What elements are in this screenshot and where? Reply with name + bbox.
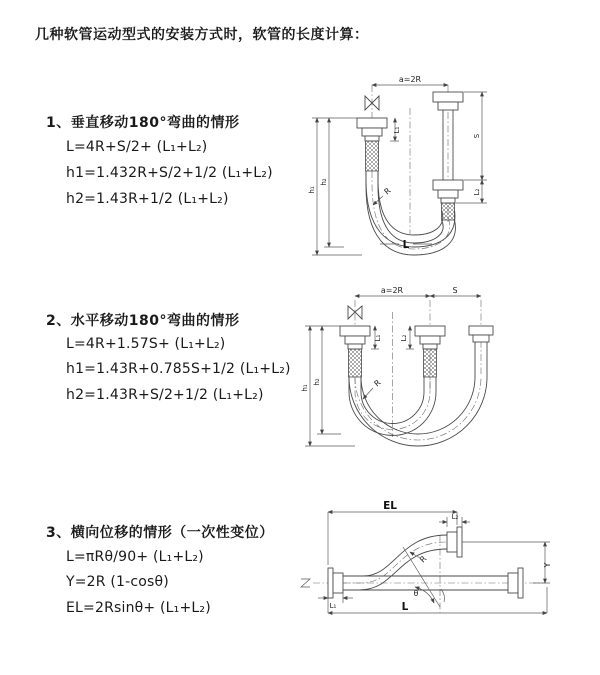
- dimension-h1-h2: [308, 118, 362, 255]
- flange-left: [328, 568, 343, 598]
- dimension-a2r: [372, 75, 448, 85]
- formula-line: EL=2Rsinθ+ (L₁+L₂): [66, 600, 211, 616]
- formula-line: Y=2R (1-cosθ): [66, 574, 169, 590]
- formula-line: L=4R+1.57S+ (L₁+L₂): [66, 336, 226, 352]
- page-title: 几种软管运动型式的安装方式时，软管的长度计算：: [35, 27, 369, 43]
- label-l1: L₁: [374, 334, 382, 342]
- braided-hose-section: [442, 203, 455, 220]
- braided-hose-section: [424, 349, 437, 377]
- formula-line: h2=1.43R+S/2+1/2 (L₁+L₂): [66, 387, 264, 403]
- hose-fitting-right: [469, 326, 493, 342]
- label-el: EL: [383, 500, 397, 512]
- label-a2r: a=2R: [398, 75, 422, 84]
- hose-fitting-middle: [415, 326, 445, 377]
- label-l1: L₁: [393, 126, 401, 134]
- label-a2r: a=2R: [380, 286, 404, 295]
- braided-hose-section: [349, 349, 362, 377]
- section-2-heading: 2、水平移动180°弯曲的情形: [46, 313, 240, 329]
- label-y: Y: [543, 562, 552, 568]
- label-l: L: [402, 239, 410, 251]
- label-l2: L₂: [473, 188, 481, 196]
- braided-hose-section: [366, 141, 379, 171]
- label-h1: h₁: [301, 384, 309, 392]
- diagram-horizontal-180-bend: [295, 282, 575, 462]
- axis-z-marker: [301, 579, 310, 587]
- section-3-heading: 3、横向位移的情形（一次性变位）: [46, 525, 274, 541]
- label-l-group: [380, 239, 432, 251]
- label-l2: L₂: [451, 513, 459, 521]
- section-1-heading: 1、垂直移动180°弯曲的情形: [46, 115, 240, 131]
- label-theta: θ: [413, 589, 419, 598]
- dimension-l1: [318, 593, 353, 610]
- hose-s-curve: [343, 535, 447, 590]
- flange-right: [508, 568, 523, 598]
- label-h1: h₁: [308, 186, 316, 194]
- hose-fitting-left: [357, 118, 387, 171]
- label-r: R: [372, 378, 383, 389]
- formula-line: h1=1.43R+0.785S+1/2 (L₁+L₂): [66, 361, 291, 377]
- formula-line: L=4R+S/2+ (L₁+L₂): [66, 139, 208, 155]
- dimension-y: [462, 542, 552, 583]
- formula-line: h1=1.432R+S/2+1/2 (L₁+L₂): [66, 165, 273, 181]
- label-r: R: [418, 554, 429, 565]
- valve-icon: [365, 96, 379, 110]
- diagram-lateral-displacement: [295, 495, 595, 665]
- label-s: S: [473, 133, 481, 139]
- label-h2: h₂: [320, 178, 328, 186]
- formula-line: h2=1.43R+1/2 (L₁+L₂): [66, 191, 229, 207]
- label-l1: L₁: [329, 602, 337, 610]
- label-r: R: [382, 186, 393, 197]
- label-l2: L₂: [400, 334, 408, 342]
- dimension-l2: [439, 513, 470, 527]
- hose-curves: [349, 342, 487, 446]
- label-l: L: [401, 601, 409, 613]
- radius-leader: [363, 378, 383, 399]
- dimension-l1: [390, 118, 401, 141]
- dimension-el: [328, 500, 457, 565]
- label-h2: h₂: [313, 378, 321, 386]
- label-s: S: [452, 286, 458, 295]
- diagram-vertical-180-bend: [300, 62, 550, 262]
- hose-fitting-left: [340, 326, 370, 377]
- flange-top: [447, 527, 462, 557]
- dimension-a2r-s: [355, 286, 481, 296]
- formula-line: L=πRθ/90+ (L₁+L₂): [66, 549, 204, 565]
- radius-leader: [373, 186, 393, 205]
